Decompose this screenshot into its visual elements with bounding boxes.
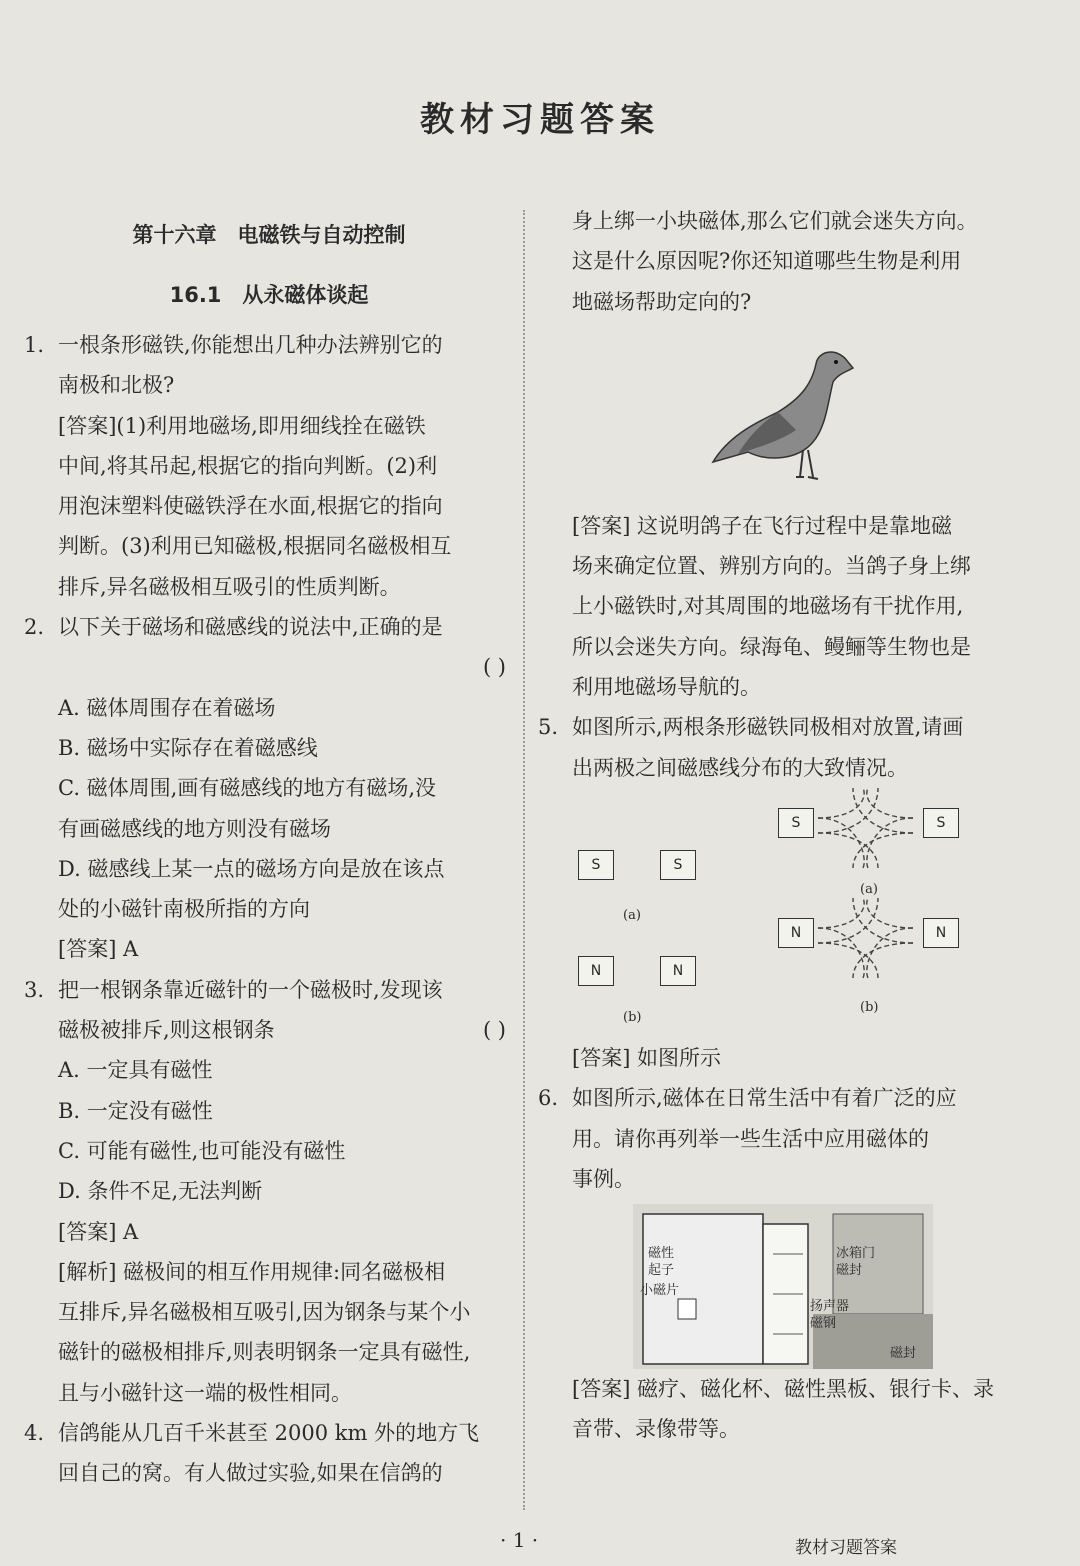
label-magnet-steel: 磁钢 bbox=[810, 1316, 837, 1332]
line-text: 磁针的磁极相排斥,则表明钢条一定具有磁性, bbox=[58, 1340, 471, 1365]
q5-answer: [答案] 如图所示 bbox=[572, 1045, 722, 1070]
caption-b-left: (b) bbox=[623, 1009, 642, 1025]
label-seal: 磁封 bbox=[836, 1263, 863, 1279]
left-line bbox=[24, 607, 514, 647]
line-text: 回自己的窝。有人做过实验,如果在信鸽的 bbox=[58, 1461, 443, 1486]
question-number: 2. bbox=[24, 615, 45, 640]
line-text: D. 磁感线上某一点的磁场方向是放在该点 bbox=[58, 856, 445, 881]
left-line bbox=[24, 647, 514, 687]
label-opener: 起子 bbox=[648, 1263, 675, 1279]
q4-answer-line: 上小磁铁时,对其周围的地磁场有干扰作用, bbox=[572, 594, 964, 619]
left-line bbox=[24, 889, 514, 929]
question-number: 4. bbox=[24, 1421, 45, 1446]
left-line bbox=[24, 1131, 514, 1171]
line-text: 以下关于磁场和磁感线的说法中,正确的是 bbox=[58, 615, 443, 640]
caption-a-right: (a) bbox=[860, 881, 878, 897]
line-text: [答案] A bbox=[58, 937, 139, 962]
line-text: B. 磁场中实际存在着磁感线 bbox=[58, 735, 318, 760]
right-column bbox=[538, 201, 1038, 1450]
left-line bbox=[24, 970, 514, 1010]
page-number: · 1 · bbox=[500, 1528, 539, 1552]
q4-answer-line: [答案] 这说明鸽子在飞行过程中是靠地磁 bbox=[572, 513, 953, 538]
line-text: 把一根钢条靠近磁针的一个磁极时,发现该 bbox=[58, 977, 443, 1002]
left-line bbox=[24, 1453, 514, 1493]
pigeon-figure bbox=[538, 322, 1038, 492]
line-text: C. 磁体周围,画有磁感线的地方有磁场,没 bbox=[58, 776, 437, 801]
q6-answer-line: 音带、录像带等。 bbox=[572, 1417, 740, 1442]
line-text: 互排斥,异名磁极相互吸引,因为钢条与某个小 bbox=[58, 1300, 471, 1325]
line-text: 南极和北极? bbox=[58, 373, 175, 398]
line-text: [答案] A bbox=[58, 1219, 139, 1244]
left-line bbox=[24, 849, 514, 889]
magnet-figure bbox=[538, 788, 1038, 1038]
q6-answer-line: [答案] 磁疗、磁化杯、磁性黑板、银行卡、录 bbox=[572, 1377, 995, 1402]
left-line bbox=[24, 1171, 514, 1211]
section-heading: 16.1 从永磁体谈起 bbox=[169, 283, 369, 307]
question-number: 3. bbox=[24, 977, 45, 1002]
line-text: 中间,将其吊起,根据它的指向判断。(2)利 bbox=[58, 453, 438, 478]
magnet-n-b1: N bbox=[778, 918, 814, 948]
line-text: C. 可能有磁性,也可能没有磁性 bbox=[58, 1138, 346, 1163]
line-text: [答案](1)利用地磁场,即用细线拴在磁铁 bbox=[58, 413, 426, 438]
magnet-s-right: S bbox=[660, 850, 696, 880]
left-text-lines bbox=[24, 325, 514, 1494]
line-text: 有画磁感线的地方则没有磁场 bbox=[58, 816, 331, 841]
q4-answer-line: 所以会迷失方向。绿海龟、鳗鲡等生物也是 bbox=[572, 634, 971, 659]
left-line bbox=[24, 1332, 514, 1372]
left-line bbox=[24, 1373, 514, 1413]
left-line bbox=[24, 365, 514, 405]
left-line bbox=[24, 325, 514, 365]
left-line bbox=[24, 1010, 514, 1050]
line-text: 一根条形磁铁,你能想出几种办法辨别它的 bbox=[58, 333, 443, 357]
magnet-n-b2: N bbox=[923, 918, 959, 948]
magnet-n-left: N bbox=[578, 956, 614, 986]
question-number: 1. bbox=[24, 333, 45, 357]
left-line bbox=[24, 526, 514, 566]
line-text: A. 磁体周围存在着磁场 bbox=[58, 695, 276, 720]
left-line bbox=[24, 929, 514, 969]
line-text: 用泡沫塑料使磁铁浮在水面,根据它的指向 bbox=[58, 494, 443, 519]
left-line bbox=[24, 446, 514, 486]
left-line bbox=[24, 1091, 514, 1131]
page-title: 教材习题答案 bbox=[420, 100, 660, 140]
line-text: 且与小磁针这一端的极性相同。 bbox=[58, 1380, 352, 1405]
line-text: A. 一定具有磁性 bbox=[58, 1058, 213, 1083]
left-line bbox=[24, 1252, 514, 1292]
answer-bracket: ( ) bbox=[482, 1018, 506, 1043]
left-line bbox=[24, 567, 514, 607]
q4-answer-line: 场来确定位置、辨别方向的。当鸽子身上绑 bbox=[572, 554, 971, 579]
q6-line: 6. 如图所示,磁体在日常生活中有着广泛的应 bbox=[538, 1086, 957, 1111]
line-text: 排斥,异名磁极相互吸引的性质判断。 bbox=[58, 574, 401, 599]
line-text: D. 条件不足,无法判断 bbox=[58, 1179, 263, 1204]
line-text: 磁极被排斥,则这根钢条 bbox=[58, 1018, 275, 1043]
left-line bbox=[24, 768, 514, 808]
q4-cont-line: 地磁场帮助定向的? bbox=[572, 289, 752, 314]
q5-line: 出两极之间磁感线分布的大致情况。 bbox=[572, 755, 908, 780]
pigeon-illustration bbox=[538, 322, 1038, 492]
left-line bbox=[24, 728, 514, 768]
line-text: 判断。(3)利用已知磁极,根据同名磁极相互 bbox=[58, 534, 452, 559]
magnet-s-left: S bbox=[578, 850, 614, 880]
line-text: [解析] 磁极间的相互作用规律:同名磁极相 bbox=[58, 1259, 446, 1284]
label-seal-2: 磁封 bbox=[890, 1346, 917, 1362]
line-text: 处的小磁针南极所指的方向 bbox=[58, 897, 310, 922]
left-line bbox=[24, 1292, 514, 1332]
magnet-n-right: N bbox=[660, 956, 696, 986]
chapter-heading: 第十六章 电磁铁与自动控制 bbox=[132, 223, 406, 247]
left-line bbox=[24, 688, 514, 728]
answer-bracket: ( ) bbox=[482, 655, 506, 680]
left-line bbox=[24, 1413, 514, 1453]
left-line bbox=[24, 1050, 514, 1090]
caption-b-right: (b) bbox=[860, 999, 879, 1015]
q6-line: 用。请你再列举一些生活中应用磁体的 bbox=[572, 1126, 929, 1151]
label-small-magnet: 小磁片 bbox=[640, 1283, 680, 1299]
line-text: 信鸽能从几百千米甚至 2000 km 外的地方飞 bbox=[58, 1421, 480, 1446]
magnet-s-a2: S bbox=[923, 808, 959, 838]
q4-cont-line: 身上绑一小块磁体,那么它们就会迷失方向。 bbox=[572, 209, 978, 233]
left-line bbox=[24, 406, 514, 446]
left-line bbox=[24, 1212, 514, 1252]
column-divider bbox=[523, 210, 525, 1510]
label-fridge-door: 冰箱门 bbox=[836, 1246, 876, 1262]
q4-answer-line: 利用地磁场导航的。 bbox=[572, 675, 761, 700]
left-line bbox=[24, 809, 514, 849]
caption-a-left: (a) bbox=[623, 907, 641, 923]
label-speaker: 扬声器 bbox=[810, 1299, 850, 1315]
label-magnetic: 磁性 bbox=[648, 1246, 675, 1262]
q5-line: 5. 如图所示,两根条形磁铁同极相对放置,请画 bbox=[538, 715, 964, 740]
left-column bbox=[24, 205, 514, 1494]
footer-text: 教材习题答案 bbox=[795, 1538, 897, 1558]
q6-line: 事例。 bbox=[572, 1166, 635, 1191]
line-text: B. 一定没有磁性 bbox=[58, 1098, 213, 1123]
magnet-s-a1: S bbox=[778, 808, 814, 838]
q4-cont-line: 这是什么原因呢?你还知道哪些生物是利用 bbox=[572, 249, 962, 274]
left-line bbox=[24, 486, 514, 526]
fridge-figure bbox=[538, 1199, 1038, 1369]
